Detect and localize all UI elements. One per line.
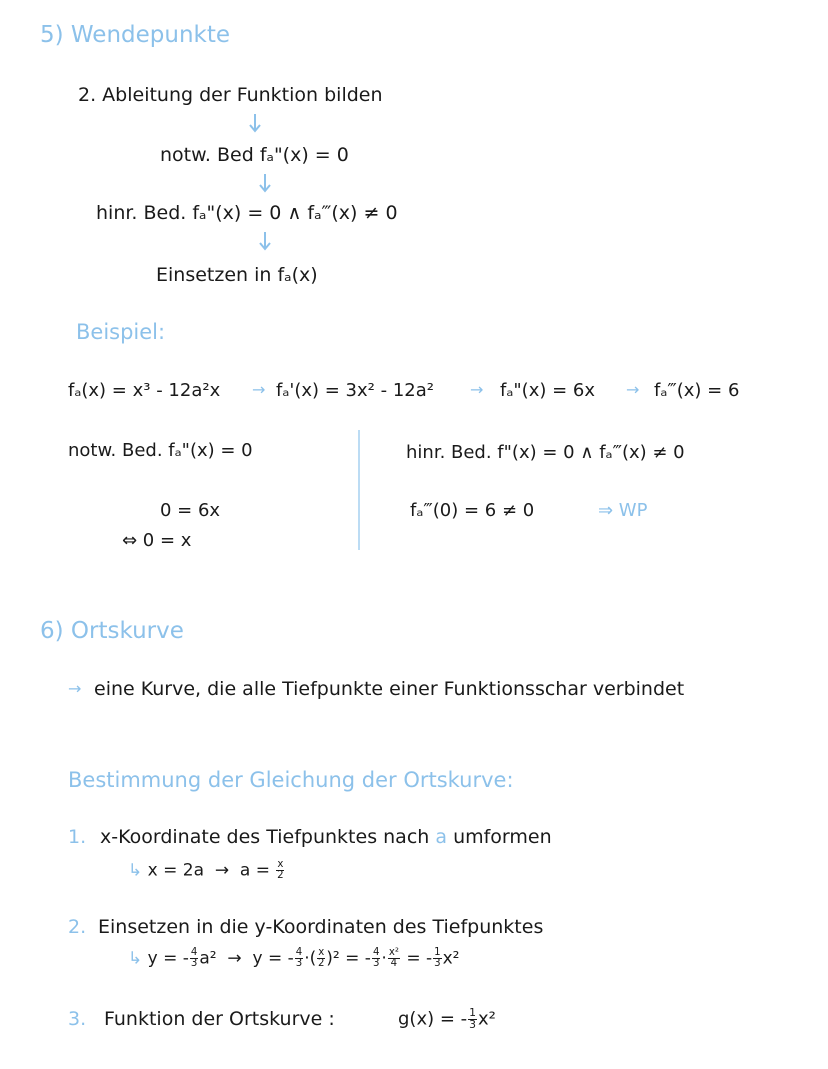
arrow-right-icon: → (626, 380, 640, 399)
right-hinr-title: hinr. Bed. f"(x) = 0 ∧ fₐ‴(x) ≠ 0 (406, 442, 685, 463)
left-eq1: 0 = 6x (160, 500, 221, 521)
arrow-right-icon: → (252, 380, 266, 399)
chain-f3: fₐ‴(x) = 6 (654, 380, 740, 401)
item3-number: 3. (68, 1008, 87, 1030)
beispiel-label: Beispiel: (76, 320, 166, 344)
chain-f: fₐ(x) = x³ - 12a²x (68, 380, 221, 401)
item1-number: 1. (68, 826, 87, 848)
item2-number: 2. (68, 916, 87, 938)
item2-sub: ↳ y = - $\frac{4}{3}$ a² → y = - $\frac{4}{3}$ ·( $\frac{x}{2}$ )² = - $\frac{4}{3}$ · $\frac{\text{x²}}{4}$ = - $\frac{1}{3}$ x² (128, 947, 460, 970)
arrow-right-icon: → (68, 679, 82, 698)
arrow-down-icon (258, 230, 272, 252)
item1-sub: ↳ x = 2a → a = $\frac{x}{2}$ (128, 859, 284, 882)
right-eq: fₐ‴(0) = 6 ≠ 0 (410, 500, 535, 521)
section-heading-ortskurve: 6) Ortskurve (40, 618, 184, 644)
hook-arrow-icon: ↳ (128, 860, 143, 881)
left-notw-title: notw. Bed. fₐ"(x) = 0 (68, 440, 253, 461)
item1-text: x-Koordinate des Tiefpunktes nach a umformen (100, 826, 552, 848)
fraction-x-over-2: $\frac{x}{2}$ (277, 859, 284, 882)
step-ableitung: 2. Ableitung der Funktion bilden (78, 84, 383, 106)
ortskurve-definition: eine Kurve, die alle Tiefpunkte einer Funktionsschar verbindet (94, 678, 685, 700)
bestimmung-heading: Bestimmung der Gleichung der Ortskurve: (68, 768, 514, 792)
notw-bed: notw. Bed fₐ"(x) = 0 (160, 144, 349, 166)
hook-arrow-icon: ↳ (128, 948, 143, 969)
chain-f2: fₐ"(x) = 6x (500, 380, 595, 401)
chain-f1: fₐ'(x) = 3x² - 12a² (276, 380, 434, 401)
einsetzen: Einsetzen in fₐ(x) (156, 264, 318, 286)
item2-text: Einsetzen in die y-Koordinaten des Tiefpunktes (98, 916, 544, 938)
item3-text: Funktion der Ortskurve : (104, 1008, 335, 1030)
hinr-bed: hinr. Bed. fₐ"(x) = 0 ∧ fₐ‴(x) ≠ 0 (96, 202, 398, 224)
divider-line (358, 430, 360, 550)
arrow-down-icon (248, 112, 262, 134)
section-heading-wendepunkte: 5) Wendepunkte (40, 22, 231, 48)
left-eq2: ⇔ 0 = x (122, 530, 192, 551)
result-wp: ⇒ WP (598, 500, 648, 521)
arrow-down-icon (258, 172, 272, 194)
item3-equation: g(x) = - $\frac{1}{3}$ x² (398, 1006, 496, 1031)
arrow-right-icon: → (470, 380, 484, 399)
